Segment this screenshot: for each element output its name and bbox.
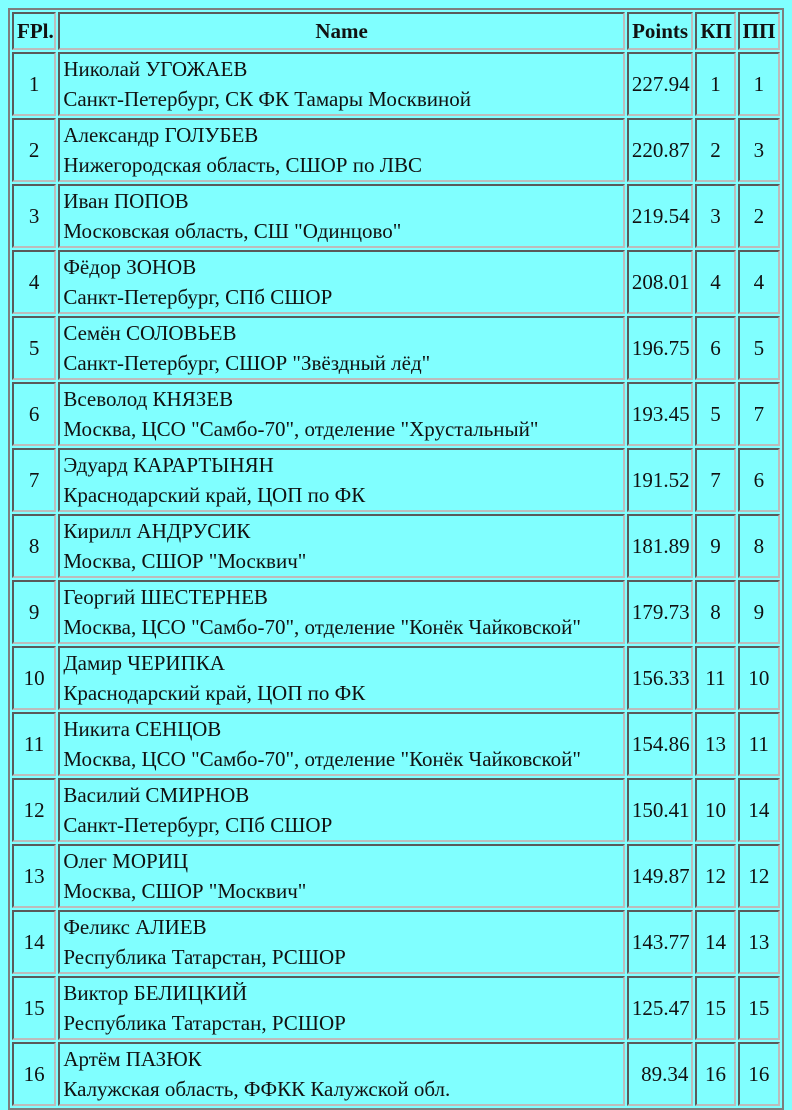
place-cell: 4 bbox=[12, 250, 56, 314]
athlete-cell bbox=[58, 514, 624, 578]
athlete-club: Нижегородская область, СШОР по ЛВС bbox=[63, 153, 422, 177]
free-program-rank: 10 bbox=[738, 646, 780, 710]
athlete-cell bbox=[58, 910, 624, 974]
athlete-cell bbox=[58, 250, 624, 314]
points-cell: 181.89 bbox=[627, 514, 694, 578]
table-row bbox=[12, 844, 780, 908]
athlete-club: Санкт-Петербург, СК ФК Тамары Москвиной bbox=[63, 87, 472, 111]
athlete-cell bbox=[58, 712, 624, 776]
results-body bbox=[12, 52, 780, 1106]
athlete-cell bbox=[58, 448, 624, 512]
athlete-cell bbox=[58, 382, 624, 446]
table-row bbox=[12, 448, 780, 512]
free-program-rank: 16 bbox=[738, 1042, 780, 1106]
athlete-club: Санкт-Петербург, СПб СШОР bbox=[63, 285, 333, 309]
athlete-name: Александр ГОЛУБЕВ bbox=[63, 123, 259, 147]
place-cell: 6 bbox=[12, 382, 56, 446]
points-cell: 219.54 bbox=[627, 184, 694, 248]
short-program-rank: 2 bbox=[695, 118, 735, 182]
free-program-rank: 15 bbox=[738, 976, 780, 1040]
athlete-name: Всеволод КНЯЗЕВ bbox=[63, 387, 234, 411]
table-row bbox=[12, 118, 780, 182]
athlete-club: Москва, ЦСО "Самбо-70", отделение "Конёк Чайковской" bbox=[63, 747, 581, 771]
results-header bbox=[12, 12, 780, 50]
athlete-cell bbox=[58, 52, 624, 116]
short-program-rank: 9 bbox=[695, 514, 735, 578]
place-cell: 9 bbox=[12, 580, 56, 644]
short-program-rank: 11 bbox=[695, 646, 735, 710]
athlete-cell bbox=[58, 1042, 624, 1106]
points-cell: 220.87 bbox=[627, 118, 694, 182]
points-cell: 193.45 bbox=[627, 382, 694, 446]
athlete-club: Москва, ЦСО "Самбо-70", отделение "Конёк Чайковской" bbox=[63, 615, 581, 639]
place-cell: 7 bbox=[12, 448, 56, 512]
athlete-name: Артём ПАЗЮК bbox=[63, 1047, 202, 1071]
short-program-rank: 10 bbox=[695, 778, 735, 842]
short-program-rank: 14 bbox=[695, 910, 735, 974]
table-row bbox=[12, 184, 780, 248]
points-cell: 156.33 bbox=[627, 646, 694, 710]
header-points: Points bbox=[627, 12, 694, 50]
athlete-club: Москва, СШОР "Москвич" bbox=[63, 879, 307, 903]
points-cell: 179.73 bbox=[627, 580, 694, 644]
points-cell: 196.75 bbox=[627, 316, 694, 380]
athlete-cell bbox=[58, 184, 624, 248]
athlete-name: Феликс АЛИЕВ bbox=[63, 915, 207, 939]
points-cell: 227.94 bbox=[627, 52, 694, 116]
athlete-name: Кирилл АНДРУСИК bbox=[63, 519, 251, 543]
free-program-rank: 4 bbox=[738, 250, 780, 314]
table-row bbox=[12, 976, 780, 1040]
athlete-name: Фёдор ЗОНОВ bbox=[63, 255, 197, 279]
points-cell: 191.52 bbox=[627, 448, 694, 512]
free-program-rank: 5 bbox=[738, 316, 780, 380]
place-cell: 5 bbox=[12, 316, 56, 380]
table-row bbox=[12, 1042, 780, 1106]
athlete-name: Иван ПОПОВ bbox=[63, 189, 189, 213]
free-program-rank: 2 bbox=[738, 184, 780, 248]
table-row bbox=[12, 778, 780, 842]
athlete-name: Дамир ЧЕРИПКА bbox=[63, 651, 225, 675]
place-cell: 15 bbox=[12, 976, 56, 1040]
place-cell: 2 bbox=[12, 118, 56, 182]
free-program-rank: 13 bbox=[738, 910, 780, 974]
athlete-club: Московская область, СШ "Одинцово" bbox=[63, 219, 402, 243]
short-program-rank: 12 bbox=[695, 844, 735, 908]
free-program-rank: 1 bbox=[738, 52, 780, 116]
athlete-name: Олег МОРИЦ bbox=[63, 849, 189, 873]
athlete-name: Эдуард КАРАРТЫНЯН bbox=[63, 453, 274, 477]
short-program-rank: 6 bbox=[695, 316, 735, 380]
free-program-rank: 11 bbox=[738, 712, 780, 776]
table-row bbox=[12, 52, 780, 116]
short-program-rank: 7 bbox=[695, 448, 735, 512]
short-program-rank: 13 bbox=[695, 712, 735, 776]
header-name: Name bbox=[58, 12, 624, 50]
table-row bbox=[12, 316, 780, 380]
athlete-name: Георгий ШЕСТЕРНЕВ bbox=[63, 585, 268, 609]
header-short-program: КП bbox=[695, 12, 735, 50]
athlete-club: Республика Татарстан, РСШОР bbox=[63, 945, 346, 969]
place-cell: 3 bbox=[12, 184, 56, 248]
table-row bbox=[12, 910, 780, 974]
points-cell: 150.41 bbox=[627, 778, 694, 842]
short-program-rank: 8 bbox=[695, 580, 735, 644]
athlete-club: Санкт-Петербург, СПб СШОР bbox=[63, 813, 333, 837]
place-cell: 1 bbox=[12, 52, 56, 116]
points-cell: 89.34 bbox=[627, 1042, 694, 1106]
athlete-cell bbox=[58, 646, 624, 710]
table-row bbox=[12, 646, 780, 710]
place-cell: 10 bbox=[12, 646, 56, 710]
header-free-program: ПП bbox=[738, 12, 780, 50]
athlete-club: Калужская область, ФФКК Калужской обл. bbox=[63, 1077, 451, 1101]
place-cell: 8 bbox=[12, 514, 56, 578]
free-program-rank: 3 bbox=[738, 118, 780, 182]
short-program-rank: 1 bbox=[695, 52, 735, 116]
athlete-cell bbox=[58, 580, 624, 644]
athlete-name: Семён СОЛОВЬЕВ bbox=[63, 321, 237, 345]
free-program-rank: 9 bbox=[738, 580, 780, 644]
athlete-name: Николай УГОЖАЕВ bbox=[63, 57, 248, 81]
free-program-rank: 7 bbox=[738, 382, 780, 446]
athlete-cell bbox=[58, 778, 624, 842]
athlete-cell bbox=[58, 316, 624, 380]
place-cell: 13 bbox=[12, 844, 56, 908]
free-program-rank: 14 bbox=[738, 778, 780, 842]
short-program-rank: 15 bbox=[695, 976, 735, 1040]
table-row bbox=[12, 382, 780, 446]
athlete-club: Санкт-Петербург, СШОР "Звёздный лёд" bbox=[63, 351, 431, 375]
short-program-rank: 3 bbox=[695, 184, 735, 248]
athlete-cell bbox=[58, 118, 624, 182]
header-row bbox=[12, 12, 780, 50]
athlete-name: Василий СМИРНОВ bbox=[63, 783, 250, 807]
place-cell: 12 bbox=[12, 778, 56, 842]
place-cell: 14 bbox=[12, 910, 56, 974]
short-program-rank: 16 bbox=[695, 1042, 735, 1106]
athlete-club: Краснодарский край, ЦОП по ФК bbox=[63, 483, 366, 507]
points-cell: 143.77 bbox=[627, 910, 694, 974]
athlete-cell bbox=[58, 844, 624, 908]
points-cell: 149.87 bbox=[627, 844, 694, 908]
results-table bbox=[8, 8, 784, 1110]
place-cell: 11 bbox=[12, 712, 56, 776]
free-program-rank: 8 bbox=[738, 514, 780, 578]
short-program-rank: 4 bbox=[695, 250, 735, 314]
athlete-club: Республика Татарстан, РСШОР bbox=[63, 1011, 346, 1035]
header-place: FPl. bbox=[12, 12, 56, 50]
short-program-rank: 5 bbox=[695, 382, 735, 446]
table-row bbox=[12, 712, 780, 776]
points-cell: 125.47 bbox=[627, 976, 694, 1040]
free-program-rank: 6 bbox=[738, 448, 780, 512]
free-program-rank: 12 bbox=[738, 844, 780, 908]
athlete-cell bbox=[58, 976, 624, 1040]
table-row bbox=[12, 580, 780, 644]
athlete-club: Москва, СШОР "Москвич" bbox=[63, 549, 307, 573]
athlete-name: Виктор БЕЛИЦКИЙ bbox=[63, 981, 248, 1005]
athlete-name: Никита СЕНЦОВ bbox=[63, 717, 222, 741]
points-cell: 208.01 bbox=[627, 250, 694, 314]
points-cell: 154.86 bbox=[627, 712, 694, 776]
athlete-club: Москва, ЦСО "Самбо-70", отделение "Хрустальный" bbox=[63, 417, 539, 441]
table-row bbox=[12, 250, 780, 314]
athlete-club: Краснодарский край, ЦОП по ФК bbox=[63, 681, 366, 705]
table-row bbox=[12, 514, 780, 578]
place-cell: 16 bbox=[12, 1042, 56, 1106]
